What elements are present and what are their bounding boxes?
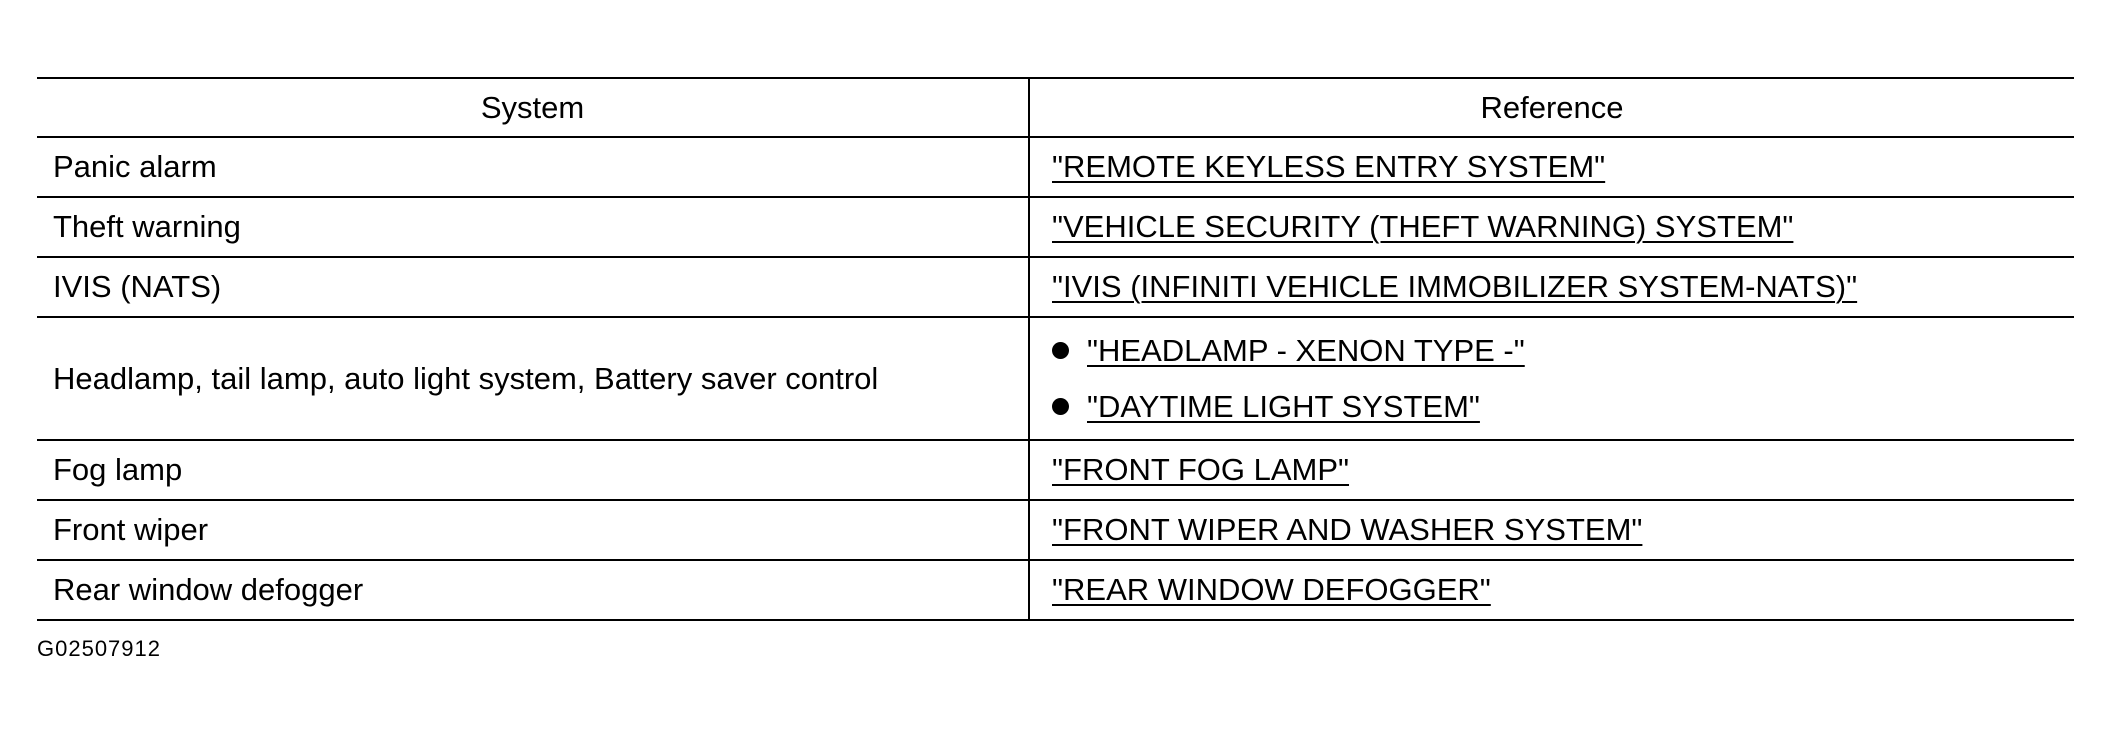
reference-link[interactable]: "DAYTIME LIGHT SYSTEM" (1087, 388, 1480, 424)
table-row (37, 317, 2074, 440)
list-item (1052, 323, 2058, 379)
reference-link[interactable]: "REAR WINDOW DEFOGGER" (1052, 572, 1491, 607)
system-cell: Front wiper (37, 500, 1029, 560)
reference-cell (1029, 257, 2074, 317)
table-row (37, 197, 2074, 257)
table-row (37, 560, 2074, 620)
bullet-icon (1052, 398, 1069, 415)
reference-table (37, 77, 2074, 621)
system-cell: Theft warning (37, 197, 1029, 257)
reference-list (1052, 323, 2058, 435)
system-cell: Rear window defogger (37, 560, 1029, 620)
system-cell: Panic alarm (37, 137, 1029, 197)
table-row (37, 257, 2074, 317)
reference-cell (1029, 137, 2074, 197)
reference-link[interactable]: "REMOTE KEYLESS ENTRY SYSTEM" (1052, 149, 1606, 184)
reference-cell (1029, 197, 2074, 257)
bullet-icon (1052, 342, 1069, 359)
reference-cell (1029, 317, 2074, 440)
reference-link[interactable]: "FRONT FOG LAMP" (1052, 452, 1350, 487)
reference-cell (1029, 560, 2074, 620)
reference-link[interactable]: "HEADLAMP - XENON TYPE -" (1087, 332, 1525, 368)
header-system: System (37, 78, 1029, 137)
table-header-row (37, 78, 2074, 137)
figure-id: G02507912 (37, 636, 161, 661)
reference-link[interactable]: "FRONT WIPER AND WASHER SYSTEM" (1052, 512, 1643, 547)
system-cell: IVIS (NATS) (37, 257, 1029, 317)
reference-cell (1029, 500, 2074, 560)
system-cell: Headlamp, tail lamp, auto light system, Battery saver control (37, 317, 1029, 440)
system-cell: Fog lamp (37, 440, 1029, 500)
table-row (37, 137, 2074, 197)
header-reference: Reference (1029, 78, 2074, 137)
reference-cell (1029, 440, 2074, 500)
table-row (37, 500, 2074, 560)
reference-link[interactable]: "IVIS (INFINITI VEHICLE IMMOBILIZER SYSTEM-NATS)" (1052, 269, 1858, 304)
list-item (1052, 379, 2058, 435)
table-row (37, 440, 2074, 500)
reference-link[interactable]: "VEHICLE SECURITY (THEFT WARNING) SYSTEM" (1052, 209, 1794, 244)
